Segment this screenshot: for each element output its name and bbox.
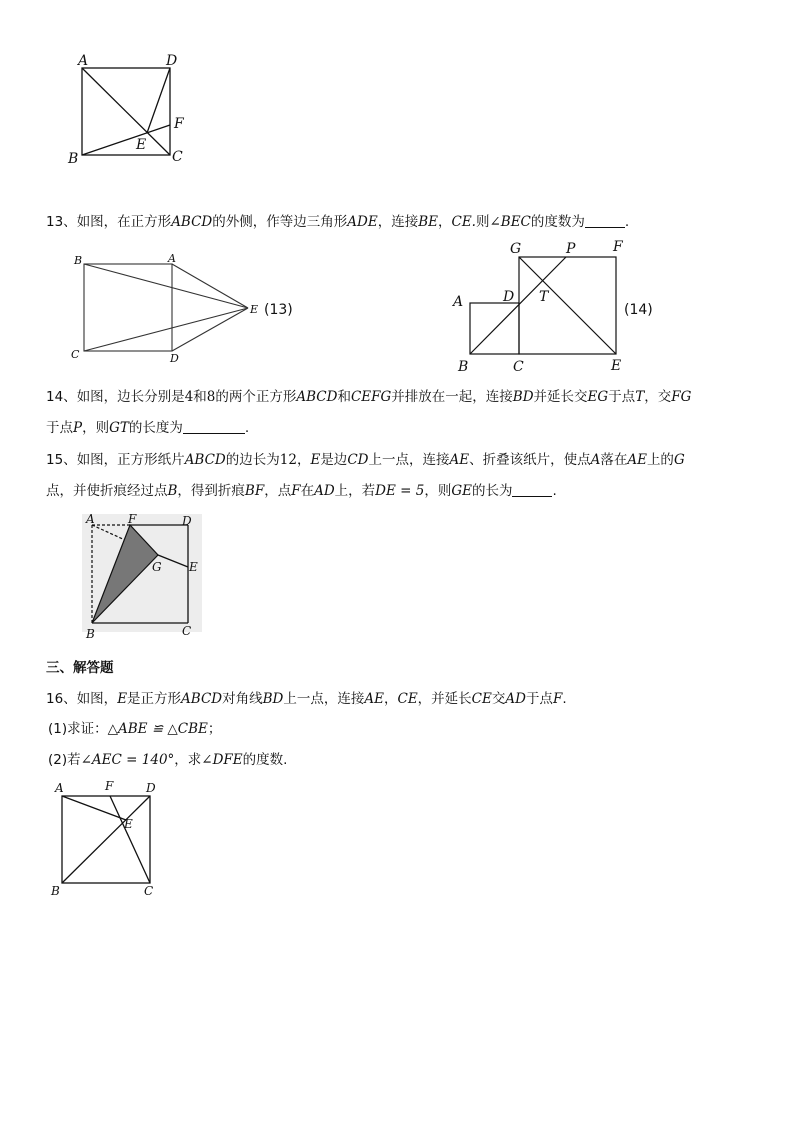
label-D: D — [503, 289, 515, 305]
question-15-line-2: 点，并使折痕经过点B，得到折痕BF，点F在AD上，若DE = 5，则GE的长为 . — [46, 483, 557, 499]
label-C: C — [182, 624, 192, 638]
label-B: B — [68, 151, 79, 167]
figure-12 — [60, 48, 200, 173]
label-G: G — [510, 241, 522, 257]
label-C: C — [144, 884, 154, 898]
figure-15 — [78, 510, 208, 644]
question-16-part-2: (2)若∠AEC = 140°，求∠DFE的度数. — [48, 752, 288, 768]
question-16-part-1: (1)求证：△ABE ≌ △CBE； — [48, 721, 222, 737]
answer-blank[interactable] — [183, 419, 245, 434]
question-14-line-2: 于点P，则GT的长度为 . — [46, 420, 250, 436]
label-A: A — [168, 252, 176, 265]
label-D: D — [182, 514, 192, 528]
label-C: C — [71, 348, 80, 361]
answer-blank[interactable] — [512, 482, 552, 497]
question-14-line-1: 14、如图，边长分别是4和8的两个正方形ABCD和CEFG并排放在一起，连接BD并延长交EG于点T，交FG — [46, 389, 692, 405]
caption-13: (13) — [264, 302, 293, 318]
label-B: B — [51, 884, 60, 898]
figure-16 — [46, 776, 170, 900]
label-D: D — [170, 352, 179, 365]
section-heading: 三、解答题 — [46, 660, 114, 676]
label-F: F — [128, 512, 137, 526]
question-16: 16、如图，E是正方形ABCD对角线BD上一点，连接AE，CE，并延长CE交AD于点F. — [46, 691, 567, 707]
label-E: E — [189, 560, 198, 574]
label-E: E — [124, 817, 133, 831]
label-A: A — [86, 512, 95, 526]
answer-blank[interactable] — [585, 213, 625, 228]
label-B: B — [86, 627, 95, 641]
label-P: P — [566, 241, 576, 257]
label-D: D — [166, 53, 178, 69]
label-T: T — [539, 289, 549, 305]
question-13: 13、如图，在正方形ABCD的外侧，作等边三角形ADE，连接BE，CE.则∠BEC的度数为 . — [46, 214, 630, 230]
label-E: E — [611, 358, 622, 374]
label-B: B — [74, 254, 83, 267]
label-F: F — [613, 239, 623, 255]
label-E: E — [250, 303, 259, 316]
figure-13 — [66, 250, 306, 368]
label-A: A — [55, 781, 64, 795]
label-C: C — [513, 359, 524, 375]
figure-14 — [446, 236, 660, 376]
label-F: F — [105, 779, 114, 793]
label-A: A — [78, 53, 89, 69]
caption-14: (14) — [624, 302, 653, 318]
question-15-line-1: 15、如图，正方形纸片ABCD的边长为12，E是边CD上一点，连接AE、折叠该纸片，使点A落在AE上的G — [46, 452, 685, 468]
label-A: A — [453, 294, 464, 310]
label-F: F — [174, 116, 184, 132]
label-B: B — [458, 359, 469, 375]
label-G: G — [152, 560, 162, 574]
label-E: E — [136, 137, 147, 153]
label-D: D — [146, 781, 156, 795]
label-C: C — [172, 149, 183, 165]
